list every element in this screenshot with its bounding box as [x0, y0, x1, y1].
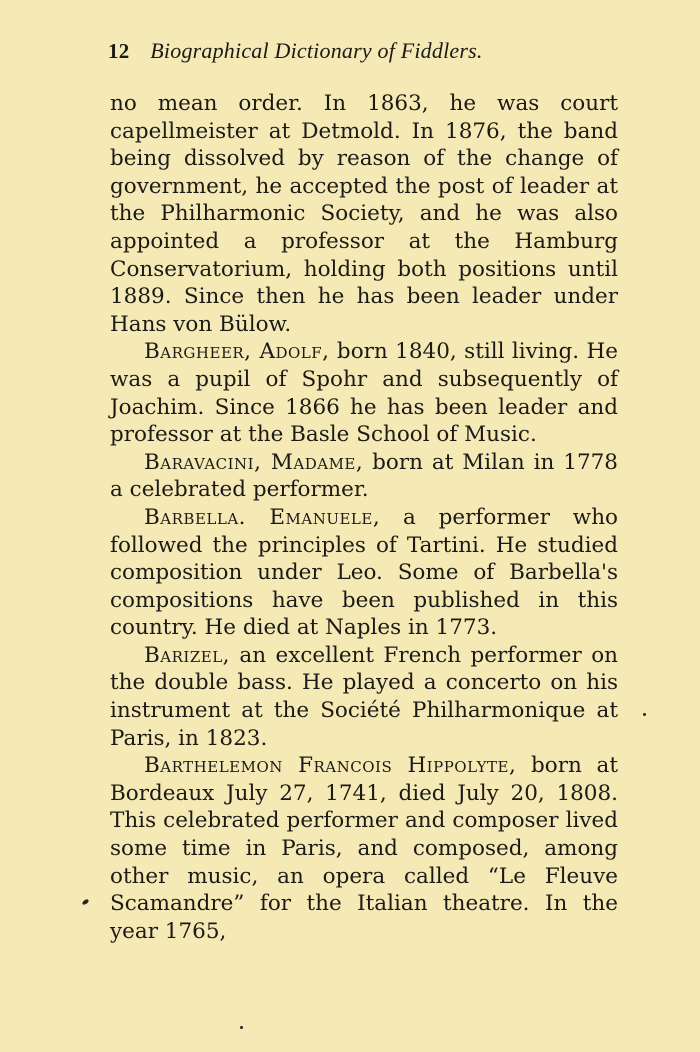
entry-text: born at Bordeaux July 27, 1741, died July 20, 1808. This celebrated performer and composer lived some time in Paris, and composed, among other music, an opera called “Le Fleuve Scamandre” for the Italian theatre. In the year 1765, [110, 753, 618, 944]
entry-headword: Baravacini, Madame, [144, 449, 364, 475]
entry-text: born 1840, still living. He was a pupil of Spohr and subsequently of Joachim. Since 1866 he has been leader and professor at the Basle School of Music. [110, 339, 619, 448]
page-number: 12 [108, 39, 130, 63]
entry-text: a performer who followed the principles of Tartini. He studied composition under Leo. Some of Barbella's compositions have been published in this country. He died at Naples in 1773. [110, 504, 618, 641]
running-header [108, 38, 628, 64]
entry-text: born at Milan in 1778 a celebrated performer. [110, 449, 618, 503]
entry-headword: Barthelemon Francois Hippolyte, [144, 753, 517, 779]
entry-headword: Bargheer, Adolf, [144, 339, 330, 365]
entry-barthelemon [110, 752, 618, 945]
ink-speck [240, 1026, 243, 1029]
continuation-paragraph: no mean order. In 1863, he was court capellmeister at Detmold. In 1876, the band being dissolved by reason of the change of government, he accepted the post of leader at the Philharmonic Society, and he was also appointed a professor at the Hamburg Conservatorium, holding both positions until 1889. Since then he has been leader under Hans von Bülow. [110, 91, 618, 337]
ink-speck [643, 713, 646, 716]
entry-headword: Barbella. Emanuele, [144, 504, 381, 530]
entry-barizel [110, 642, 618, 752]
ink-speck [81, 898, 89, 905]
entry-barbella [110, 504, 618, 642]
entry-bargheer [110, 338, 618, 448]
entry-headword: Barizel, [144, 642, 231, 668]
entry-text: an excellent French performer on the double bass. He played a concerto on his instrument at the Société Philharmonique at Paris, in 1823. [110, 642, 618, 751]
page-body [110, 90, 618, 945]
entry-baravacini [110, 449, 618, 504]
running-title: Biographical Dictionary of Fiddlers. [150, 38, 483, 63]
